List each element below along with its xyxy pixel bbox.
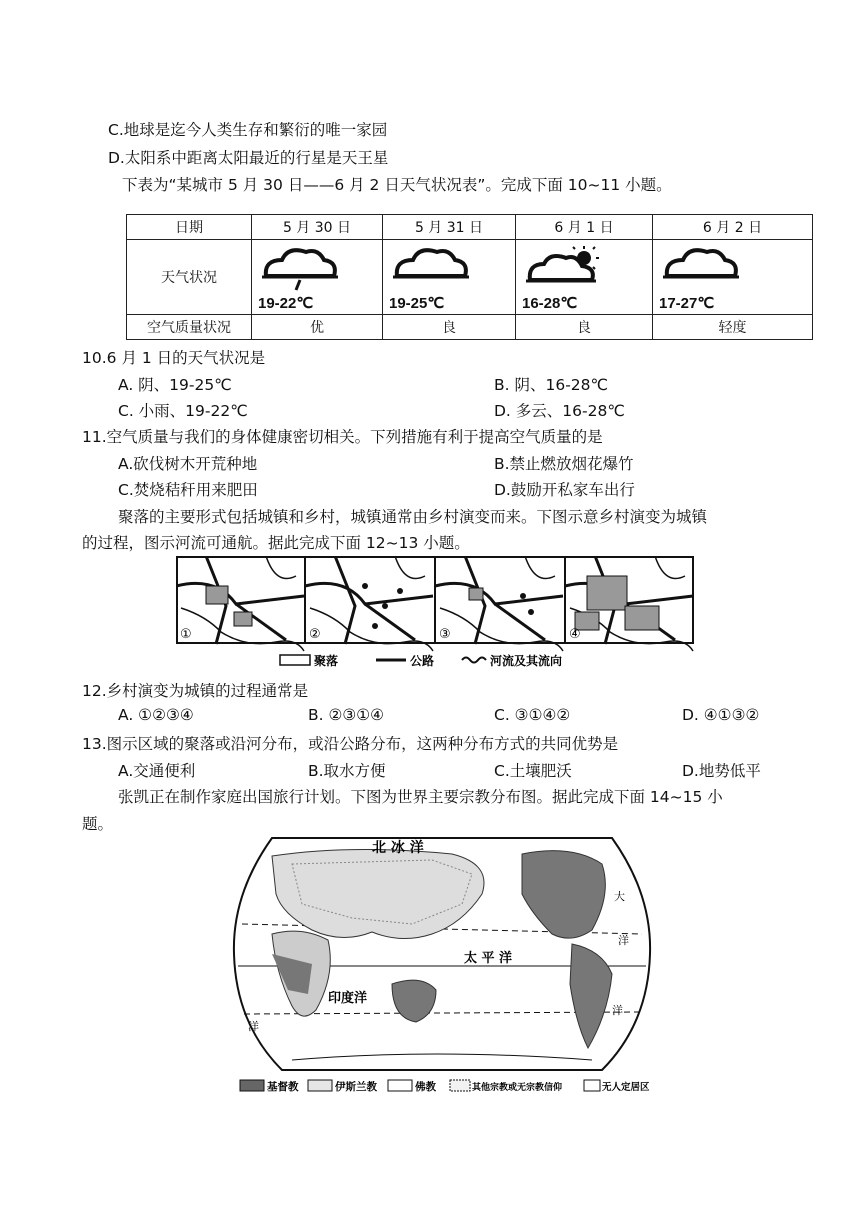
temperature: 16-28℃ <box>522 295 578 312</box>
option-a: A. 阴、19-25℃ <box>118 376 232 394</box>
legend-river: 河流及其流向 <box>490 654 563 668</box>
air-header: 空气质量状况 <box>127 315 252 340</box>
question-stem: 11.空气质量与我们的身体健康密切相关。下列措施有利于提高空气质量的是 <box>82 428 603 446</box>
temperature: 19-22℃ <box>258 295 314 312</box>
weather-header: 天气状况 <box>127 240 252 315</box>
rain-cloud-icon <box>260 246 340 296</box>
option-c: C. ③①④② <box>494 706 571 724</box>
air-cell: 轻度 <box>653 315 813 340</box>
overcast-cloud-icon <box>661 246 741 296</box>
option-a: A.砍伐树木开荒种地 <box>118 455 258 473</box>
air-cell: 良 <box>383 315 516 340</box>
option-d: D.地势低平 <box>682 762 761 780</box>
intro-text: 的过程，图示河流可通航。据此完成下面 12~13 小题。 <box>82 534 470 552</box>
option-b: B.禁止燃放烟花爆竹 <box>494 455 634 473</box>
option-d: D. ④①③② <box>682 706 760 724</box>
option-d: D. 多云、16-28℃ <box>494 402 625 420</box>
date-cell: 6 月 1 日 <box>516 215 653 240</box>
date-cell: 5 月 31 日 <box>383 215 516 240</box>
date-cell: 5 月 30 日 <box>252 215 383 240</box>
ocean-label: 洋 <box>248 1020 259 1033</box>
legend-christianity: 基督教 <box>267 1081 299 1093</box>
buddhism-swatch <box>388 1080 412 1091</box>
partly-cloudy-icon <box>524 246 608 296</box>
air-cell: 优 <box>252 315 383 340</box>
panel-label: ③ <box>439 627 451 642</box>
world-religion-map <box>232 834 652 1096</box>
islam-swatch <box>308 1080 332 1091</box>
christianity-swatch <box>240 1080 264 1091</box>
option-text-c: C.地球是迄今人类生存和繁衍的唯一家园 <box>108 121 388 139</box>
indian-ocean-label: 印度洋 <box>328 991 368 1006</box>
settlement-evolution-figure <box>176 556 696 674</box>
intro-text: 聚落的主要形式包括城镇和乡村，城镇通常由乡村演变而来。下图示意乡村演变为城镇 <box>118 508 708 526</box>
weather-cell <box>653 240 813 315</box>
overcast-cloud-icon <box>391 246 471 296</box>
option-b: B. ②③①④ <box>308 706 385 724</box>
weather-table <box>126 214 813 340</box>
pacific-ocean-label: 太 平 洋 <box>464 951 513 966</box>
option-a: A. ①②③④ <box>118 706 194 724</box>
table-intro: 下表为“某城市 5 月 30 日——6 月 2 日天气状况表”。完成下面 10~11 小题。 <box>122 176 672 194</box>
settlement-legend-swatch <box>280 655 310 665</box>
panel-label: ① <box>180 627 192 642</box>
option-c: C. 小雨、19-22℃ <box>118 402 248 420</box>
arctic-ocean-label: 北 冰 洋 <box>372 840 424 856</box>
question-stem: 13.图示区域的聚落或沿河分布，或沿公路分布，这两种分布方式的共同优势是 <box>82 735 619 753</box>
option-c: C.土壤肥沃 <box>494 762 572 780</box>
river-legend-swatch <box>462 658 486 663</box>
legend-other: 其他宗教或无宗教信仰 <box>472 1083 563 1093</box>
intro-text: 张凯正在制作家庭出国旅行计划。下图为世界主要宗教分布图。据此完成下面 14~15 小 <box>118 788 723 806</box>
panel-label: ② <box>309 627 321 642</box>
intro-text: 题。 <box>82 815 114 833</box>
ocean-label: 洋 <box>612 1004 623 1017</box>
question-stem: 12.乡村演变为城镇的过程通常是 <box>82 682 309 700</box>
option-b: B. 阴、16-28℃ <box>494 376 608 394</box>
option-c: C.焚烧秸秆用来肥田 <box>118 481 258 499</box>
legend-buddhism: 佛教 <box>415 1081 436 1093</box>
temperature: 17-27℃ <box>659 295 715 312</box>
option-a: A.交通便利 <box>118 762 196 780</box>
temperature: 19-25℃ <box>389 295 445 312</box>
weather-cell <box>516 240 653 315</box>
ocean-label: 大 <box>614 890 625 903</box>
option-d: D.鼓励开私家车出行 <box>494 481 635 499</box>
uninhabited-swatch <box>584 1080 600 1091</box>
date-header: 日期 <box>127 215 252 240</box>
question-stem: 10.6 月 1 日的天气状况是 <box>82 349 266 367</box>
weather-cell <box>252 240 383 315</box>
map-legend <box>240 1080 650 1093</box>
panel-label: ④ <box>569 627 581 642</box>
legend-settlement: 聚落 <box>314 654 339 668</box>
legend-road: 公路 <box>410 654 435 668</box>
option-text-d: D.太阳系中距离太阳最近的行星是天王星 <box>108 149 389 167</box>
option-b: B.取水方便 <box>308 762 386 780</box>
legend-uninhabited: 无人定居区 <box>602 1082 650 1093</box>
date-cell: 6 月 2 日 <box>653 215 813 240</box>
other-religion-swatch <box>450 1080 470 1091</box>
air-cell: 良 <box>516 315 653 340</box>
weather-cell <box>383 240 516 315</box>
figure-legend <box>280 653 562 668</box>
ocean-label: 洋 <box>618 934 629 947</box>
legend-islam: 伊斯兰教 <box>335 1081 377 1093</box>
